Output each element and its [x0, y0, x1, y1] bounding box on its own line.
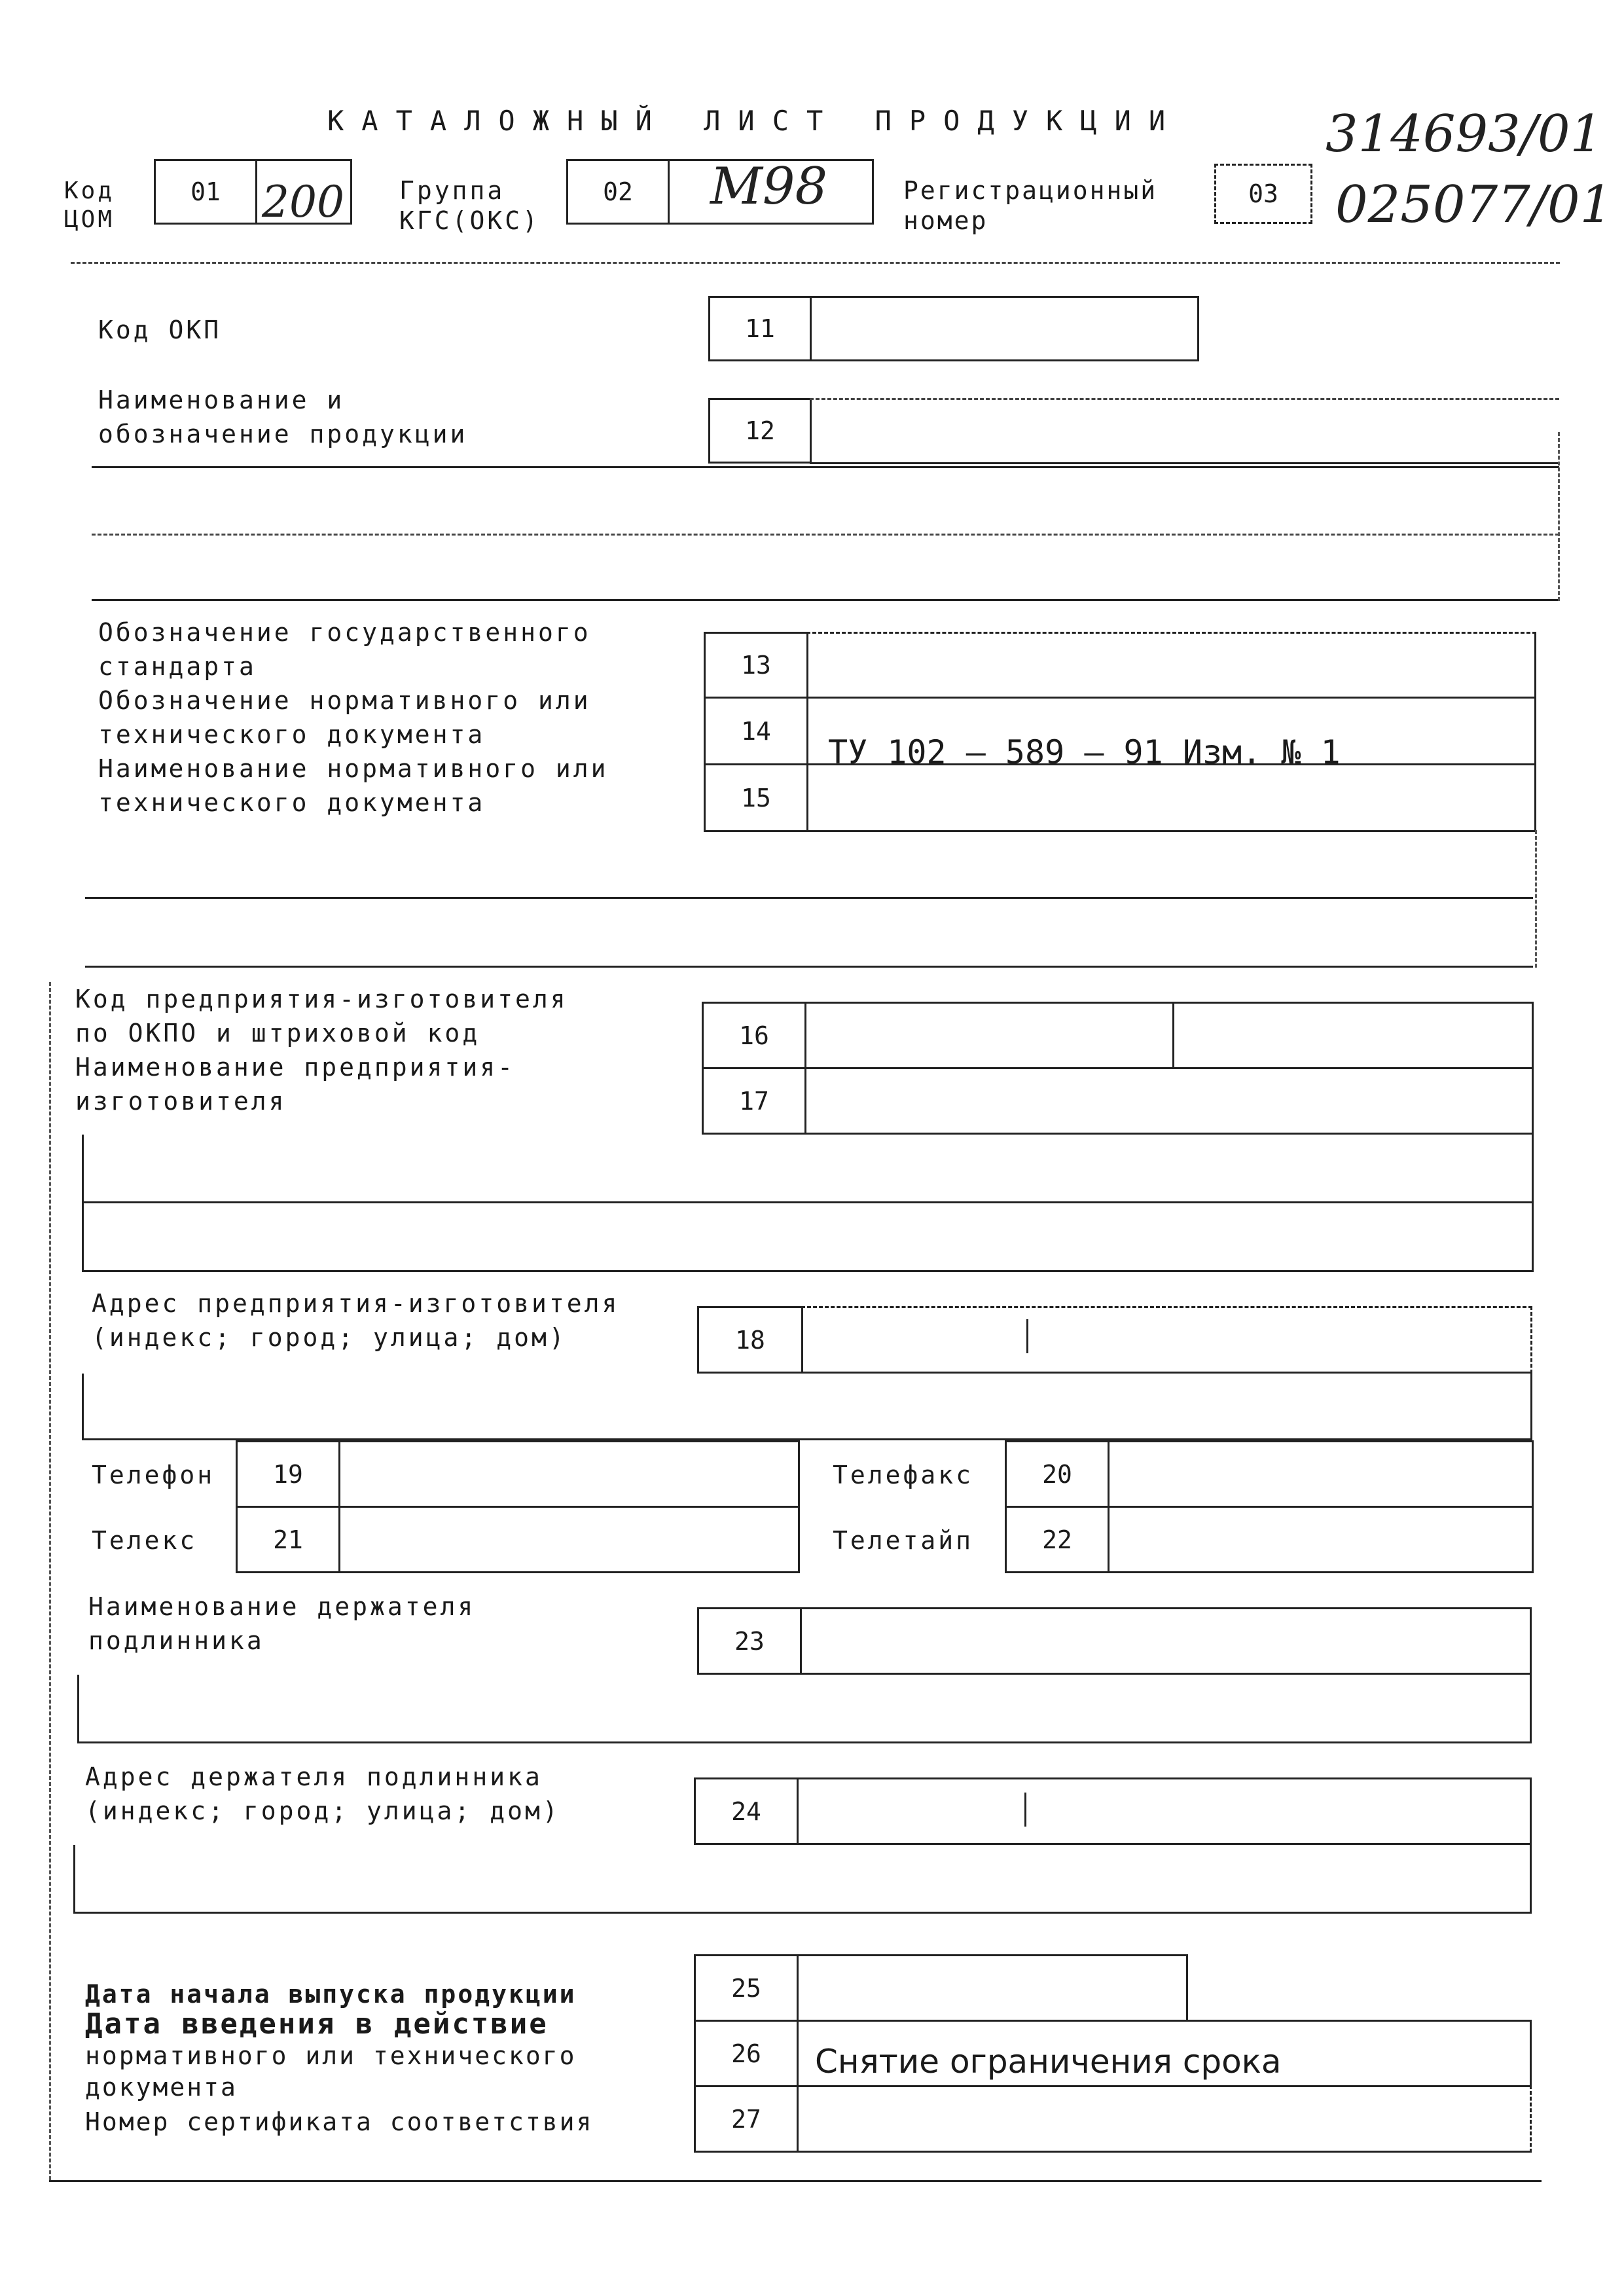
field-14-code: 14: [704, 697, 808, 765]
field-15-input[interactable]: [806, 763, 1536, 832]
kod-okp-code-box: 01: [154, 159, 257, 225]
field-24-label: Адрес держателя подлинника (индекс; город; улица; дом): [85, 1762, 560, 1825]
field-26-label: Дата введения в действие нормативного или технического документа: [85, 2007, 577, 2102]
field-23-continuation[interactable]: [77, 1675, 1532, 1743]
field-16-input-barcode[interactable]: [1172, 1002, 1534, 1069]
field-12-code: 12: [708, 398, 812, 464]
handwritten-catalog-number: 314693/01: [1326, 105, 1603, 164]
field-25-input[interactable]: [797, 1954, 1188, 2022]
field-17-continuation-1[interactable]: [82, 1135, 1534, 1203]
field-23-label: Наименование держателя подлинника: [88, 1592, 476, 1655]
field-12-continuation-2[interactable]: [92, 534, 1559, 536]
field-17-input[interactable]: [804, 1067, 1534, 1135]
field-17-continuation-2[interactable]: [82, 1203, 1534, 1272]
field-20-code: 20: [1005, 1440, 1110, 1508]
field-22-code: 22: [1005, 1506, 1110, 1573]
field-23-input[interactable]: [800, 1607, 1532, 1675]
field-27-code: 27: [694, 2085, 799, 2153]
field-24-code: 24: [694, 1777, 799, 1845]
field-24-input[interactable]: [797, 1777, 1532, 1845]
field-25-code: 25: [694, 1954, 799, 2022]
handwritten-reg-number: 025077/01: [1335, 175, 1613, 234]
field-14-value: ТУ 102 – 589 – 91 Изм. № 1: [828, 733, 1341, 771]
field-18-continuation[interactable]: [82, 1374, 1532, 1440]
field-25-label: Дата начала выпуска продукции: [85, 1980, 577, 2009]
field-22-input[interactable]: [1108, 1506, 1534, 1573]
field-12-input-line[interactable]: [810, 462, 1559, 464]
group-handwritten-value: М98: [710, 157, 828, 216]
field-27-label: Номер сертификата соответствия: [85, 2107, 594, 2136]
form-title: КАТАЛОЖНЫЙ ЛИСТ ПРОДУКЦИИ: [327, 105, 1183, 137]
field-13-code: 13: [704, 632, 808, 699]
field-11-code: 11: [708, 296, 812, 361]
field-19-input[interactable]: [338, 1440, 800, 1508]
field-18-input[interactable]: [801, 1306, 1532, 1374]
field-15-continuation-2[interactable]: [85, 966, 1533, 968]
form-bottom-border: [49, 2180, 1542, 2182]
field-18-code: 18: [697, 1306, 803, 1374]
field-12-right-border: [1558, 432, 1560, 601]
field-12-continuation-3: [92, 599, 1559, 601]
field-23-code: 23: [697, 1607, 802, 1675]
header-divider: [71, 262, 1560, 264]
field-15-right-border: [1535, 830, 1537, 968]
field-24-continuation[interactable]: [73, 1845, 1532, 1914]
field-11-label: Код ОКП: [98, 316, 222, 344]
field-16-code: 16: [702, 1002, 806, 1069]
field-17-code: 17: [702, 1067, 806, 1135]
field-21-code: 21: [236, 1506, 340, 1573]
field-26-code: 26: [694, 2020, 799, 2087]
field-14-label: Обозначение нормативного или технического документа: [98, 686, 591, 749]
field-19-code: 19: [236, 1440, 340, 1508]
field-12-top-line: [810, 398, 1559, 400]
field-18-separator: [1026, 1319, 1028, 1353]
form-left-border: [49, 982, 51, 2180]
field-22-label: Телетайп: [833, 1526, 974, 1555]
field-15-continuation-1[interactable]: [85, 897, 1533, 899]
reg-number-label: Регистрационный номер: [903, 176, 1158, 235]
field-15-label: Наименование нормативного или технического документа: [98, 754, 609, 817]
field-26-value: Снятие ограничения срока: [815, 2043, 1282, 2081]
field-16-label: Код предприятия-изготовителя по ОКПО и штриховой код: [75, 985, 568, 1048]
field-20-label: Телефакс: [833, 1461, 974, 1489]
kod-okp-label: Код ЦОМ: [64, 177, 115, 233]
field-15-code: 15: [704, 763, 808, 832]
group-label: Группа КГС(ОКС): [399, 176, 541, 235]
field-21-input[interactable]: [338, 1506, 800, 1573]
field-12-continuation-1[interactable]: [92, 466, 1559, 468]
kod-okp-handwritten-value: 200: [262, 177, 344, 227]
field-21-label: Телекс: [92, 1526, 198, 1555]
reg-number-code-box: 03: [1214, 164, 1312, 224]
field-17-label: Наименование предприятия- изготовителя: [75, 1053, 515, 1116]
field-11-input[interactable]: [810, 296, 1199, 361]
field-20-input[interactable]: [1108, 1440, 1534, 1508]
field-24-separator: [1024, 1793, 1026, 1827]
field-16-input-okpo[interactable]: [804, 1002, 1174, 1069]
field-12-label: Наименование и обозначение продукции: [98, 386, 468, 448]
field-19-label: Телефон: [92, 1461, 215, 1489]
group-code-box: 02: [566, 159, 670, 225]
field-13-input[interactable]: [806, 632, 1536, 699]
field-27-input[interactable]: [797, 2085, 1532, 2153]
field-13-label: Обозначение государственного стандарта: [98, 618, 591, 681]
field-18-label: Адрес предприятия-изготовителя (индекс; город; улица; дом): [92, 1289, 620, 1352]
